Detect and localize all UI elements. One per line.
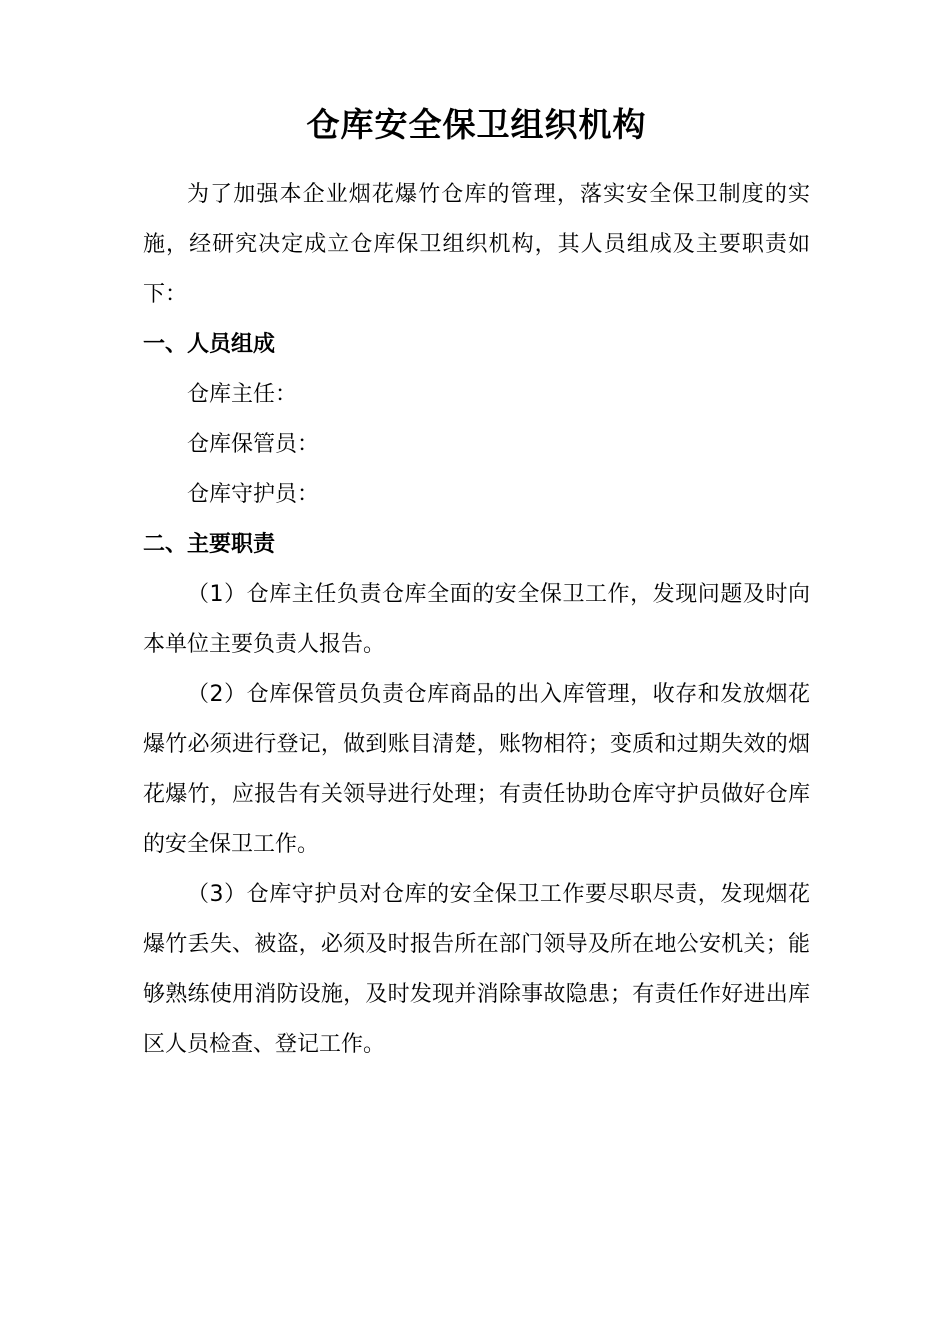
duty-item-director: （1）仓库主任负责仓库全面的安全保卫工作，发现问题及时向本单位主要负责人报告。 bbox=[143, 582, 810, 657]
section-heading-duties: 二、主要职责 bbox=[143, 532, 276, 557]
intro-paragraph: 为了加强本企业烟花爆竹仓库的管理，落实安全保卫制度的实施，经研究决定成立仓库保卫组织机构，其人员组成及主要职责如下： bbox=[143, 182, 810, 307]
field-warehouse-guard: 仓库守护员： bbox=[187, 482, 320, 507]
section-heading-personnel: 一、人员组成 bbox=[143, 332, 276, 357]
duty-item-keeper: （2）仓库保管员负责仓库商品的出入库管理，收存和发放烟花爆竹必须进行登记，做到账目清楚，账物相符；变质和过期失效的烟花爆竹，应报告有关领导进行处理；有责任协助仓库守护员做好仓库的安全保卫工作。 bbox=[143, 682, 810, 857]
field-warehouse-director: 仓库主任： bbox=[187, 382, 298, 407]
document-title: 仓库安全保卫组织机构 bbox=[306, 105, 647, 144]
field-warehouse-keeper: 仓库保管员： bbox=[187, 432, 320, 457]
duty-item-guard: （3）仓库守护员对仓库的安全保卫工作要尽职尽责，发现烟花爆竹丢失、被盗，必须及时报告所在部门领导及所在地公安机关；能够熟练使用消防设施，及时发现并消除事故隐患；有责任作好进出库区人员检查、登记工作。 bbox=[143, 882, 810, 1057]
